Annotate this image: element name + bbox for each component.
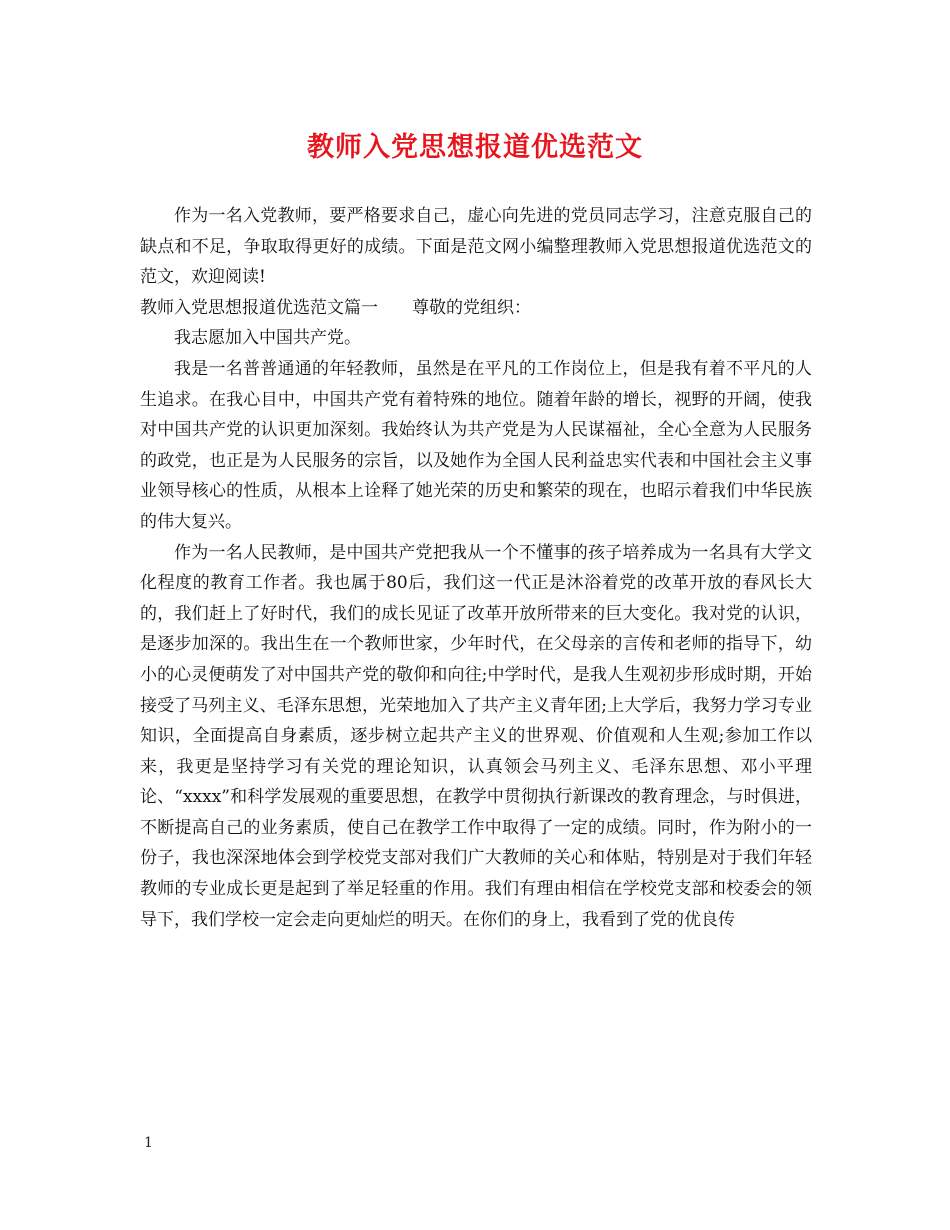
page-number: 1 (144, 1135, 153, 1151)
section-heading: 教师入党思想报道优选范文篇一 尊敬的党组织： (140, 297, 531, 318)
body-paragraph: 我是一名普普通通的年轻教师，虽然是在平凡的工作岗位上，但是我有着不平凡的人生追求。在我心目中，中国共产党有着特殊的地位。随着年龄的增长，视野的开阔，使我对中国共产党的认识更加深刻。我始终认为共产党是为人民谋福祉，全心全意为人民服务的政党，也正是为人民服务的宗旨，以及她作为全国人民利益忠实代表和中国社会主义事业领导核心的性质，从根本上诠释了她光荣的历史和繁荣的现在，也昭示着我们中华民族的伟大复兴。 (140, 358, 812, 532)
body-paragraph: 作为一名人民教师，是中国共产党把我从一个不懂事的孩子培养成为一名具有大学文化程度的教育工作者。我也属于80后，我们这一代正是沐浴着党的改革开放的春风长大的，我们赶上了好时代，我们的成长见证了改革开放所带来的巨大变化。我对党的认识，是逐步加深的。我出生在一个教师世家，少年时代，在父母亲的言传和老师的指导下，幼小的心灵便萌发了对中国共产党的敬仰和向往;中学时代，是我人生观初步形成时期，开始接受了马列主义、毛泽东思想，光荣地加入了共产主义青年团;上大学后，我努力学习专业知识，全面提高自身素质，逐步树立起共产主义的世界观、价值观和人生观;参加工作以来，我更是坚持学习有关党的理论知识，认真领会马列主义、毛泽东思想、邓小平理论、“xxxx”和科学发展观的重要思想，在教学中贯彻执行新课改的教育理念，与时俱进，不断提高自己的业务素质，使自己在教学工作中取得了一定的成绩。同时，作为附小的一份子，我也深深地体会到学校党支部对我们广大教师的关心和体贴，特别是对于我们年轻教师的专业成长更是起到了举足轻重的作用。我们有理由相信在学校党支部和校委会的领导下，我们学校一定会走向更灿烂的明天。在你们的身上，我看到了党的优良传 (140, 542, 812, 930)
intro-paragraph: 作为一名入党教师，要严格要求自己，虚心向先进的党员同志学习，注意克服自己的缺点和不足，争取取得更好的成绩。下面是范文网小编整理教师入党思想报道优选范文的范文，欢迎阅读! (140, 206, 812, 288)
document-title: 教师入党思想报道优选范文 (307, 132, 643, 163)
body-paragraph: 我志愿加入中国共产党。 (174, 328, 361, 349)
document-body (140, 201, 812, 935)
